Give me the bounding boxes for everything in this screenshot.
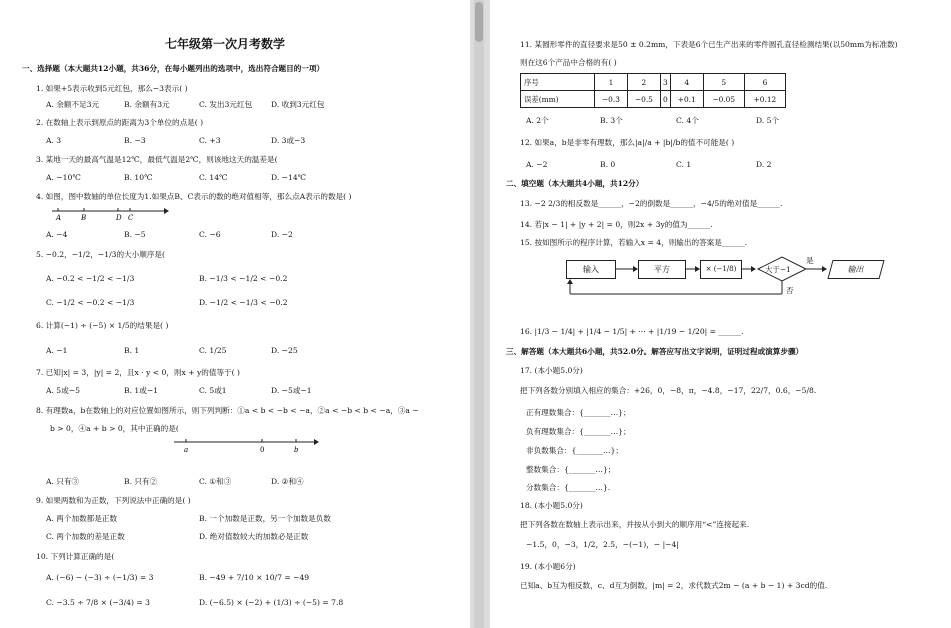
table-header-cell: 2 xyxy=(627,74,660,91)
question-16: 16. |1/3 − 1/4| + |1/4 − 1/5| + ··· + |1/19 − 1/20| = ______. xyxy=(520,327,744,336)
question-17-header: 17. (本小题5.0分) xyxy=(520,366,583,375)
q3-option-c: C. 14℃ xyxy=(199,173,228,182)
q12-option-b: B. 0 xyxy=(600,160,616,169)
q4-option-a: A. −4 xyxy=(46,230,68,239)
question-12: 12. 如果a，b是非零有理数，那么|a|/a + |b|/b的值不可能是( ) xyxy=(520,138,735,147)
flow-input-box: 输入 xyxy=(566,260,616,279)
flow-yes-label: 是 xyxy=(806,256,814,265)
q9-option-b: B. 一个加数是正数，另一个加数是负数 xyxy=(199,514,331,523)
table-header-cell: 5 xyxy=(703,74,744,91)
set-positive-rational: 正有理数集合：{_______…}； xyxy=(526,408,631,417)
flow-output-box: 输出 xyxy=(827,260,884,279)
q6-option-c: C. 1/25 xyxy=(199,346,227,355)
q10-option-d: D. (−6.5) × (−2) + (1/3) ÷ (−5) = 7.8 xyxy=(199,598,344,607)
q2-option-d: D. 3或−3 xyxy=(271,136,306,145)
set-negative-rational: 负有理数集合：{_______…}； xyxy=(526,427,631,436)
table-header-cell: 序号 xyxy=(521,74,595,91)
set-non-negative: 非负数集合：{_______…}； xyxy=(526,446,623,455)
q1-option-d: D. 收到3元红包 xyxy=(271,100,325,109)
flow-square-box: 平方 xyxy=(638,260,686,279)
section-solve-heading: 三、解答题（本大题共6小题，共52.0分。解答应写出文字说明，证明过程或演算步骤） xyxy=(506,347,804,356)
table-header-cell: 3 xyxy=(660,74,670,91)
flow-multiply-box: × (−1/8) xyxy=(700,260,742,279)
vertical-scrollbar[interactable] xyxy=(474,0,484,628)
q4-label-b: B xyxy=(81,214,87,222)
q6-option-d: D. −25 xyxy=(271,346,298,355)
question-2: 2. 在数轴上表示到原点的距离为3个单位的点是( ) xyxy=(36,118,204,127)
table-cell: +0.12 xyxy=(744,91,785,108)
table-header-cell: 6 xyxy=(744,74,785,91)
q4-number-line xyxy=(50,204,170,222)
q8-label-b: b xyxy=(294,446,299,454)
question-14: 14. 若|x − 1| + |y + 2| = 0，则2x + 3y的值为______. xyxy=(520,220,713,229)
q12-option-a: A. −2 xyxy=(526,160,548,169)
section-fill-heading: 二、填空题（本大题共4小题，共12分） xyxy=(506,179,644,188)
question-18-header: 18. (本小题5.0分) xyxy=(520,501,583,510)
q9-option-d: D. 绝对值数较大的加数必是正数 xyxy=(199,532,309,541)
q3-option-d: D. −14℃ xyxy=(271,173,307,182)
question-13: 13. −2 2/3的相反数是______，−2的倒数是______，−4/5的绝对值是______. xyxy=(520,199,783,208)
section-choice-heading: 一、选择题（本大题共12小题，共36分，在每小题列出的选项中，选出符合题目的一项） xyxy=(22,64,325,73)
q5-option-a: A. −0.2 < −1/2 < −1/3 xyxy=(46,274,135,283)
q4-label-c: C xyxy=(128,214,134,222)
set-integer: 整数集合：{_______…}； xyxy=(526,465,616,474)
q2-option-a: A. 3 xyxy=(46,136,62,145)
q11-option-c: C. 4个 xyxy=(676,116,699,125)
q4-label-d: D xyxy=(116,214,122,222)
table-header-cell: 4 xyxy=(670,74,703,91)
q4-label-a: A xyxy=(56,214,62,222)
question-15: 15. 按如图所示的程序计算，若输入x = 4，则输出的答案是______. xyxy=(520,238,748,247)
q1-option-c: C. 发出3元红包 xyxy=(199,100,253,109)
q8-option-c: C. ①和③ xyxy=(199,477,232,486)
q1-option-b: B. 余额有3元 xyxy=(124,100,170,109)
q3-option-a: A. −10℃ xyxy=(46,173,81,182)
q5-option-d: D. −1/2 < −1/3 < −0.2 xyxy=(199,298,288,307)
set-fraction: 分数集合：{_______…}. xyxy=(526,483,611,492)
q7-option-c: C. 5或1 xyxy=(199,386,227,395)
table-cell: −0.3 xyxy=(595,91,628,108)
q5-option-b: B. −1/3 < −1/2 < −0.2 xyxy=(199,274,288,283)
question-18-numbers: −1.5，0，−3，1/2，2.5，−(−1)，− |−4| xyxy=(526,540,679,549)
flow-no-label: 否 xyxy=(786,286,794,295)
table-header-cell: 1 xyxy=(595,74,628,91)
question-10: 10. 下列计算正确的是( xyxy=(36,552,115,561)
q3-option-b: B. 10℃ xyxy=(124,173,153,182)
q2-option-c: C. +3 xyxy=(199,136,221,145)
q6-option-a: A. −1 xyxy=(46,346,68,355)
question-11-line2: 则在这6个产品中合格的有( ) xyxy=(520,58,617,67)
q9-option-a: A. 两个加数都是正数 xyxy=(46,514,118,523)
scrollbar-thumb[interactable] xyxy=(475,2,483,42)
q1-option-a: A. 余额不足3元 xyxy=(46,100,100,109)
q6-option-b: B. 1 xyxy=(124,346,140,355)
question-11-line1: 11. 某圆形零件的直径要求是50 ± 0.2mm，下表是6个已生产出来的零件圆孔直径检测结果(以50mm为标准数) xyxy=(520,40,898,49)
q12-option-c: C. 1 xyxy=(676,160,692,169)
page-title: 七年级第一次月考数学 xyxy=(165,37,286,51)
q9-option-c: C. 两个加数的差是正数 xyxy=(46,532,125,541)
q4-option-b: B. −5 xyxy=(124,230,146,239)
flow-condition-label: 大于−1 xyxy=(765,265,791,274)
q11-option-a: A. 2个 xyxy=(526,116,549,125)
table-cell: 误差(mm) xyxy=(521,91,595,108)
q4-option-d: D. −2 xyxy=(271,230,293,239)
q8-label-a: a xyxy=(184,446,189,454)
q8-label-zero: 0 xyxy=(260,446,265,454)
q10-option-b: B. −49 + 7/10 × 10/7 = −49 xyxy=(199,573,310,582)
q7-option-a: A. 5或−5 xyxy=(46,386,80,395)
question-4: 4. 如图，图中数轴的单位长度为1.如果点B、C表示的数的绝对值相等，那么点A表示的数是( ) xyxy=(36,192,352,201)
question-19-header: 19. (本小题6分) xyxy=(520,562,576,571)
q7-option-d: D. −5或−1 xyxy=(271,386,312,395)
table-header-row xyxy=(521,74,786,91)
q8-option-b: B. 只有② xyxy=(124,477,158,486)
question-5: 5. −0.2，−1/2，−1/3的大小顺序是( xyxy=(36,250,165,259)
question-8-line2: b > 0，④a + b > 0，其中正确的是( xyxy=(50,424,179,433)
question-6: 6. 计算(−1) ÷ (−5) × 1/5的结果是( ) xyxy=(36,321,169,330)
q10-option-a: A. (−6) − (−3) ÷ (−1/3) = 3 xyxy=(46,573,154,582)
q11-error-table xyxy=(520,73,786,108)
q11-option-d: D. 5个 xyxy=(756,116,780,125)
q4-option-c: C. −6 xyxy=(199,230,221,239)
q11-option-b: B. 3个 xyxy=(600,116,623,125)
table-cell: −0.05 xyxy=(703,91,744,108)
q5-option-c: C. −1/2 < −0.2 < −1/3 xyxy=(46,298,135,307)
q12-option-d: D. 2 xyxy=(756,160,772,169)
table-cell: −0.5 xyxy=(627,91,660,108)
q2-option-b: B. −3 xyxy=(124,136,146,145)
question-9: 9. 如果两数和为正数，下列说法中正确的是( ) xyxy=(36,496,191,505)
question-17: 把下列各数分别填入相应的集合：+26，0，−8，π，−4.8，−17，22/7，0.6，−5/8. xyxy=(520,386,817,395)
q8-number-line xyxy=(172,436,322,456)
question-7: 7. 已知|x| = 3，|y| = 2，且x · y < 0，则x + y的值等于( ) xyxy=(36,368,240,377)
question-18: 把下列各数在数轴上表示出来，并按从小到大的顺序用“<”连接起来. xyxy=(520,520,750,529)
question-1: 1. 如果+5表示收到5元红包，那么−3表示( ) xyxy=(36,84,188,93)
question-8-line1: 8. 有理数a，b在数轴上的对应位置如图所示，则下列判断：①a < b < −b < −a，②a < −b < b < −a，③a − xyxy=(36,406,419,415)
table-row xyxy=(521,91,786,108)
question-19: 已知a、b互为相反数，c、d互为倒数，|m| = 2，求代数式2m − (a + b − 1) + 3cd的值. xyxy=(520,581,828,590)
table-cell: +0.1 xyxy=(670,91,703,108)
exam-page-right xyxy=(490,0,951,628)
table-cell: 0 xyxy=(660,91,670,108)
question-3: 3. 某地一天的最高气温是12℃，最低气温是2℃，则该地这天的温差是( xyxy=(36,155,278,164)
q8-option-a: A. 只有③ xyxy=(46,477,80,486)
q10-option-c: C. −3.5 ÷ 7/8 × (−3/4) = 3 xyxy=(46,598,150,607)
exam-page-left xyxy=(0,0,470,628)
q8-option-d: D. ②和④ xyxy=(271,477,304,486)
q7-option-b: B. 1或−1 xyxy=(124,386,159,395)
